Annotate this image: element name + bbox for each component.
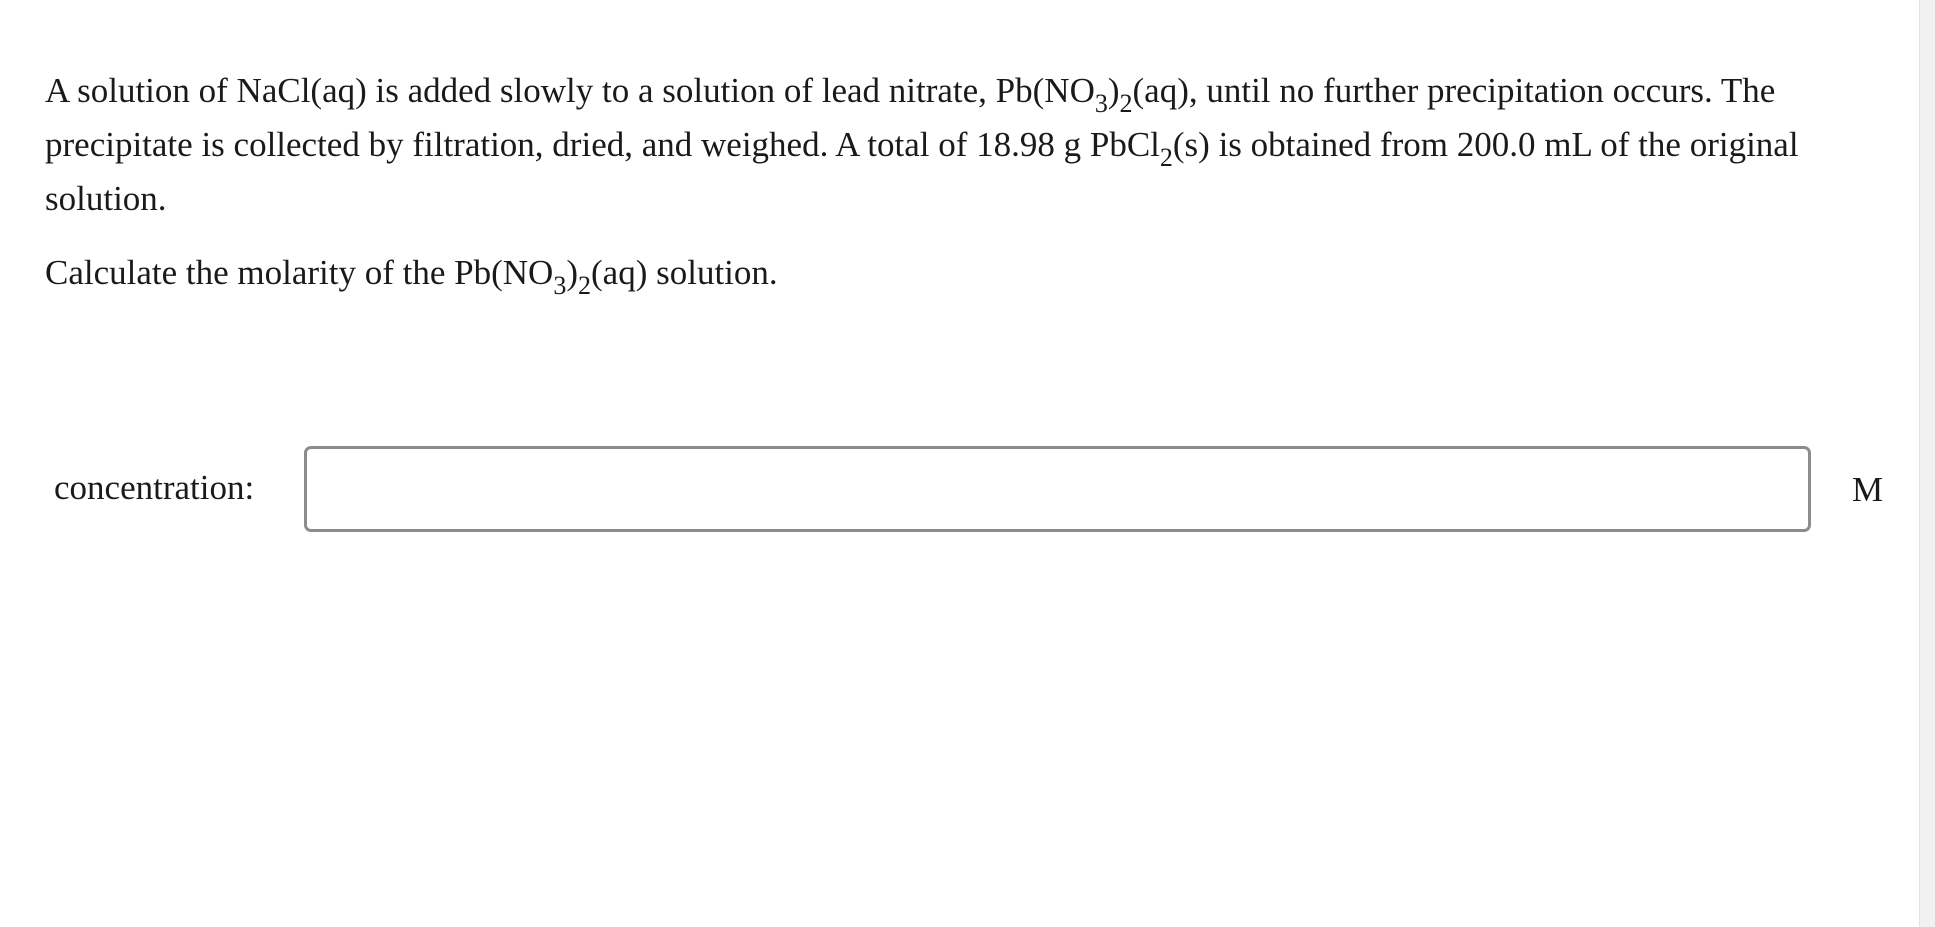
question-text <box>45 64 1885 300</box>
problem-text-part: (s) is obtained from 200.0 mL of the original solution. <box>45 125 1799 218</box>
question-prompt <box>45 246 1885 300</box>
problem-text-part: ) <box>1107 71 1120 110</box>
subscript: 3 <box>1094 89 1108 118</box>
concentration-label: concentration: <box>54 468 255 507</box>
problem-statement <box>45 64 1885 226</box>
subscript: 2 <box>1119 89 1133 118</box>
problem-text-part: A solution of NaCl(aq) is added slowly to a solution of lead nitrate, Pb(NO <box>45 71 1095 110</box>
prompt-text-part: Calculate the molarity of the Pb(NO <box>45 253 554 292</box>
subscript: 2 <box>578 271 591 300</box>
prompt-text-part: ) <box>566 253 578 292</box>
concentration-input[interactable] <box>304 446 1811 532</box>
unit-label: M <box>1852 470 1884 509</box>
subscript: 3 <box>553 271 567 300</box>
answer-row <box>0 446 1900 532</box>
problem-text-part: (aq), until no further precipitation occurs. The precipitate is collected by filtration, dried, and weighed. A total of 18.98 g PbCl <box>45 71 1776 164</box>
subscript: 2 <box>1159 143 1173 172</box>
vertical-scrollbar[interactable] <box>1919 0 1935 927</box>
prompt-text-part: (aq) solution. <box>591 253 778 292</box>
